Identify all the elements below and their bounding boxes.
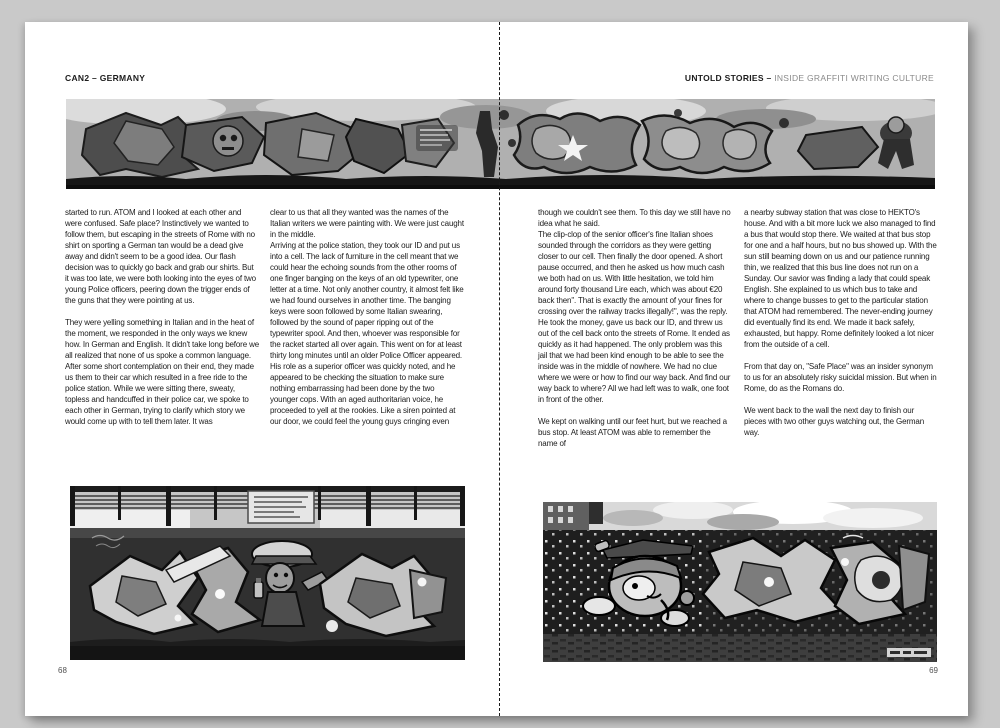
left-page-photo [70, 486, 465, 660]
right-page-header [685, 73, 934, 83]
right-page-photo [543, 502, 937, 662]
right-page-column-1 [538, 207, 732, 449]
center-cut-line [499, 22, 500, 716]
paragraph: From that day on, "Safe Place" was an insider synonym to us for an absolutely risky suicidal mission. But when in Rome, do as the Romans do. [744, 362, 937, 393]
top-banner-graffiti-art [66, 99, 935, 189]
right-header-bold: UNTOLD STORIES – [684, 73, 772, 83]
right-page-number: 69 [929, 666, 938, 675]
paragraph: We kept on walking until our feet hurt, but we reached a bus stop. At least ATOM was able to remember the name of [538, 417, 727, 448]
paragraph: Arriving at the police station, they took our ID and put us into a cell. The lack of furniture in the cell meant that we could hear the echoing sounds from the other rooms of one finger banging on the keys of an old typewriter, one letter at a time. Not only another country, it almost felt like we had found ourselves in another time. The banging keys were soon followed by some Italian swearing, followed by the sound of paper ripping out of the typewriter spool. And then, whoever was responsible for the racket started all over again. This went on for at least thirty long minutes until an older Police Officer appeared. His role as a superior officer was quickly noted, and he appeared to be checking the situation to make sure nothing embarrassing had been done by the two younger cops. With an aged authoritarian voice, he proceeded to yell at the rookies. Like a siren pointed at our door, we could feel the young guys cringing even [270, 241, 464, 426]
paragraph: They were yelling something in Italian and in the heat of the moment, we responded in the only ways we knew how. In German and English. It didn't take long before we all realized that none of us spoke a common language. After some short contemplation on their end, they made us them to their car which resulted in a free ride to the police station. While we were sitting there, sweaty, topless and handcuffed in their police car, we spoke to each other in German, trying to clarify which story we would come up with to tell them later. It was [65, 318, 259, 426]
right-header-light: INSIDE GRAFFITI WRITING CULTURE [771, 73, 934, 83]
paragraph: started to run. ATOM and I looked at each other and were confused. Safe place? Instinctively we wanted to follow them, but escaping in the streets of Rome with no shirt on sporting a German tan would be a dead give away and didn't seem to be a good idea. Our flash decision was to quickly go back and grab our shirts. But it was too late, we were both looking into the eyes of two young Police officers, peering down the trigger ends of the guns that they were pointing at us. [65, 208, 256, 305]
left-page-column-1 [65, 207, 259, 427]
book-spread [25, 22, 968, 716]
paragraph: a nearby subway station that was close to HEKTO's house. And with a bit more luck we also managed to find a bus that would stop there. We waited at that bus stop for one and a half hours, but no bus showed up. With the sun still beaming down on us and our patience running thin, we realized that this bus line does not run on a Sunday. Our savior was finding a lady that could speak English. She explained to us which bus to take and where to change busses to get to the particular station that ATOM had remembered. The never-ending journey did eventually find its end. We made it back safely, exhausted, but happy. Rome definitely looked a lot nicer from the outside of a cell. [744, 208, 937, 349]
paragraph: though we couldn't see them. To this day we still have no idea what he said. [538, 208, 731, 228]
paragraph: The clip-clop of the senior officer's fine Italian shoes sounded through the corridors as they were getting closer to our cell. Then finally the door opened. A short pause occurred, and then he asked us how much cash we both had on us. With little hesitation, we told him around forty thousand Lire each, which was about €20 back then". That is exactly the amount of your fines for crossing over the railway tracks illegally!", was the reply. He took the money, gave us back our ID, and threw us out of the cell back onto the streets of Rome. It ended as quickly as it had happened. The only problem was this jail that we had been kind enough to be able to see the inside was in the middle of nowhere. We had no clue where we were or how to find our way back. And find our way back to where? All we had left was to walk, one foot in front of the other. [538, 230, 731, 404]
left-photo-graffiti-art [70, 486, 465, 660]
top-banner-photo [66, 99, 935, 189]
right-page-column-2 [744, 207, 938, 438]
left-page-column-2 [270, 207, 464, 427]
paragraph: We went back to the wall the next day to finish our pieces with two other guys watching out, the German way. [744, 406, 925, 437]
right-photo-graffiti-art [543, 502, 937, 662]
left-page-number: 68 [58, 666, 67, 675]
paragraph: clear to us that all they wanted was the names of the Italian writers we were painting with. We were just caught in the middle. [270, 208, 464, 239]
left-page-header: CAN2 – GERMANY [65, 73, 146, 83]
